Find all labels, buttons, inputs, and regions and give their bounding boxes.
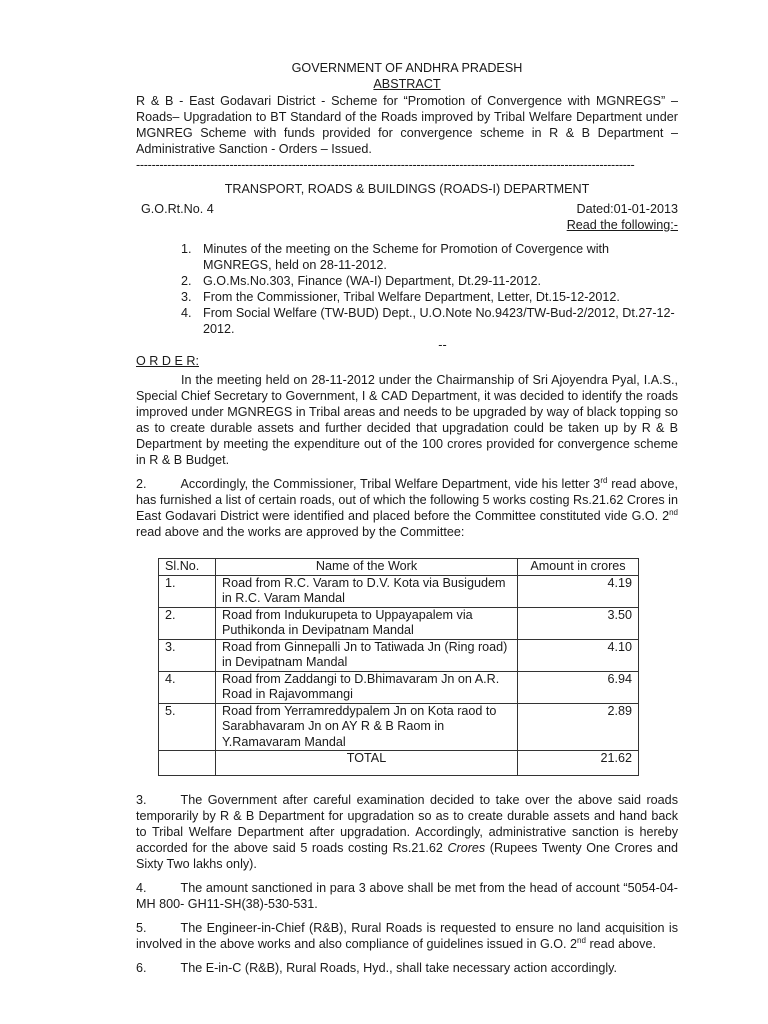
table-row [159, 575, 639, 607]
order-heading-row [136, 353, 678, 369]
reference-number: 2. [181, 274, 192, 288]
reference-item [136, 273, 678, 289]
table-row [159, 639, 639, 671]
read-following: Read the following:- [566, 218, 678, 232]
cell-slno: 2. [159, 607, 216, 639]
cell-amount: 2.89 [518, 703, 639, 751]
order-paragraph-2: 2. Accordingly, the Commissioner, Tribal Welfare Department, vide his letter 3rd read above, has furnished a list of certain roads, out of which the following 5 works costing Rs.21.62 Crores in East Godavari District were identified and placed before the Committee constituted vide G.O. 2nd read above and the works are approved by the Committee: [136, 475, 678, 539]
header-slno: Sl.No. [159, 559, 216, 576]
order-heading: O R D E R [136, 354, 196, 368]
table-row [159, 703, 639, 751]
cell-slno: 4. [159, 671, 216, 703]
total-amount: 21.62 [518, 751, 639, 776]
subject-text: R & B - East Godavari District - Scheme for “Promotion of Convergence with MGNREGS” – Roads– Upgradation to BT Standard of the Roads improved by Tribal Welfare Department under MGNREG Scheme with funds provided for convergence scheme in R & B Department – Administrative Sanction - Orders – Issued. [136, 94, 678, 156]
reference-item [136, 305, 678, 337]
header-amount: Amount in crores [518, 559, 639, 576]
order-colon: : [195, 354, 199, 368]
reference-list [136, 241, 678, 337]
table-row [159, 607, 639, 639]
order-paragraph-3: 3. The Government after careful examination decided to take over the above said roads temporarily by R & B Department for upgradation so as to create durable assets and hand back to Tribal Welfare Department after upgradation. Accordingly, administrative sanction is hereby accorded for the above said 5 roads costing Rs.21.62 Crores (Rupees Twenty One Crores and Sixty Two lakhs only). [136, 793, 678, 871]
order-paragraph-4: 4. The amount sanctioned in para 3 above shall be met from the head of account “5054-04- MH 800- GH11-SH(38)-530-531. [136, 881, 678, 911]
reference-number: 1. [181, 242, 192, 256]
order-paragraph-5: 5. The Engineer-in-Chief (R&B), Rural Roads is requested to ensure no land acquisition is involved in the above works and also compliance of guidelines issued in G.O. 2nd read above. [136, 921, 678, 951]
cell-work-name: Road from Yerramreddypalem Jn on Kota raod to Sarabhavaram Jn on AY R & B Raom in Y.Ramavaram Mandal [216, 703, 518, 751]
go-number-row [136, 201, 678, 217]
reference-number: 4. [181, 306, 192, 320]
cell-slno: 1. [159, 575, 216, 607]
go-number: G.O.Rt.No. 4 [141, 202, 214, 216]
reference-text: From the Commissioner, Tribal Welfare Department, Letter, Dt.15-12-2012. [203, 290, 620, 304]
reference-item [136, 241, 678, 273]
total-label: TOTAL [216, 751, 518, 776]
cell-work-name: Road from R.C. Varam to D.V. Kota via Busigudem in R.C. Varam Mandal [216, 575, 518, 607]
abstract-heading: ABSTRACT [373, 77, 441, 91]
cell-amount: 4.10 [518, 639, 639, 671]
reference-item [136, 289, 678, 305]
cell-amount: 6.94 [518, 671, 639, 703]
go-document [136, 60, 678, 976]
government-title: GOVERNMENT OF ANDHRA PRADESH [291, 61, 523, 75]
double-dash: -- [438, 338, 447, 352]
reference-number: 3. [181, 290, 192, 304]
cell-slno: 3. [159, 639, 216, 671]
works-table [158, 558, 639, 776]
order-paragraph-1: In the meeting held on 28-11-2012 under the Chairmanship of Sri Ajoyendra Pyal, I.A.S., Special Chief Secretary to Government, I & CAD Department, it was decided to identify the roads improved under MGNREGS in Tribal areas and needs to be upgraded by way of black topping so as to create durable assets and further decided that upgradation could be taken up by R & B Department by meeting the expenditure out of the 100 crores provided for convergence scheme in R & B Budget. [136, 373, 678, 467]
order-paragraph-6: 6. The E-in-C (R&B), Rural Roads, Hyd., shall take necessary action accordingly. [136, 961, 618, 975]
department-title: TRANSPORT, ROADS & BUILDINGS (ROADS-I) DEPARTMENT [224, 182, 590, 196]
cell-amount: 4.19 [518, 575, 639, 607]
reference-text: G.O.Ms.No.303, Finance (WA-I) Department, Dt.29-11-2012. [203, 274, 542, 288]
table-row [159, 671, 639, 703]
cell-work-name: Road from Zaddangi to D.Bhimavaram Jn on A.R. Road in Rajavommangi [216, 671, 518, 703]
header-name-of-work: Name of the Work [216, 559, 518, 576]
go-date: Dated:01-01-2013 [576, 202, 678, 216]
reference-text: From Social Welfare (TW-BUD) Dept., U.O.Note No.9423/TW-Bud-2/2012, Dt.27-12-2012. [203, 306, 675, 336]
cell-work-name: Road from Indukurupeta to Uppayapalem via Puthikonda in Devipatnam Mandal [216, 607, 518, 639]
cell-slno: 5. [159, 703, 216, 751]
cell-amount: 3.50 [518, 607, 639, 639]
total-row [159, 751, 639, 776]
reference-text: Minutes of the meeting on the Scheme for Promotion of Covergence with MGNREGS, held on 28-11-2012. [203, 242, 610, 272]
table-header-row [159, 559, 639, 576]
separator-line: -------------------------------------------------------------------------------------------------------------------------------- [136, 158, 635, 172]
cell-work-name: Road from Ginnepalli Jn to Tatiwada Jn (Ring road) in Devipatnam Mandal [216, 639, 518, 671]
